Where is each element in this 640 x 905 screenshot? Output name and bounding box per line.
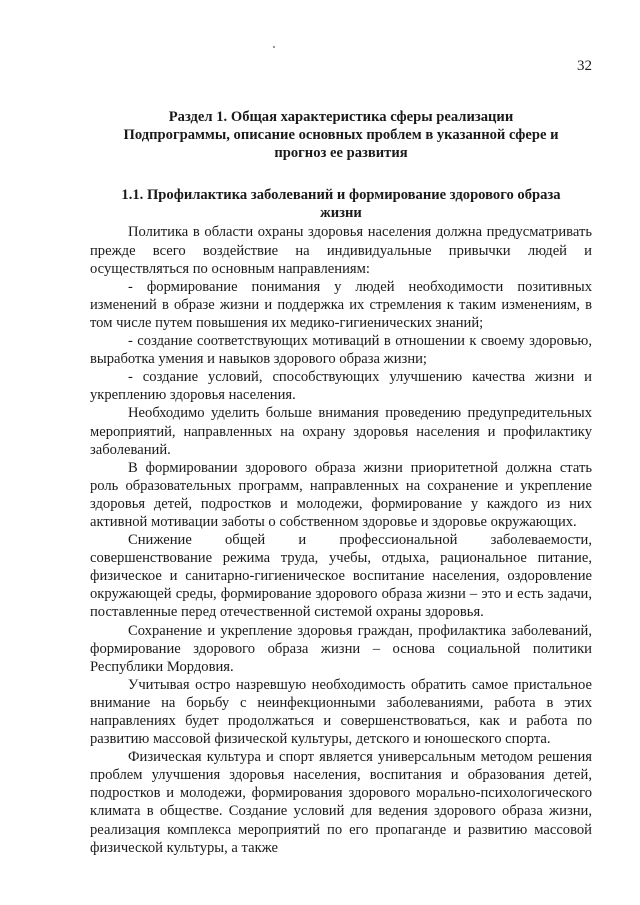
section-title-line: прогноз ее развития xyxy=(274,145,408,162)
section-title-line: Раздел 1. Общая характеристика сферы реализации xyxy=(168,109,514,125)
paragraph-direction-motivation: - создание соответствующих мотиваций в отношении к своему здоровью, выработка умения и навыков здорового образа жизни; xyxy=(90,333,592,368)
paragraph-social-policy: Сохранение и укрепление здоровья граждан, профилактика заболеваний, формирование здорового образа жизни – основа социальной политики Республики Мордовия. xyxy=(90,622,592,675)
page-content xyxy=(90,108,592,857)
paragraph-direction-conditions: - создание условий, способствующих улучшению качества жизни и укреплению здоровья населения. xyxy=(90,369,592,404)
section-title xyxy=(90,108,592,162)
paragraph-prevention: Необходимо уделить больше внимания проведению предупредительных мероприятий, направленных на охрану здоровья населения и профилактику заболеваний. xyxy=(90,405,592,458)
subsection-title xyxy=(90,186,592,222)
paragraph-policy: Политика в области охраны здоровья населения должна предусматривать прежде всего воздействие на индивидуальные привычки людей и осуществляться по основным направлениям: xyxy=(90,224,592,277)
paragraph-noncommunicable: Учитывая остро назревшую необходимость обратить самое пристальное внимание на борьбу с неинфекционными заболеваниями, работа в этих направлениях будет продолжаться и совершенствоваться, как и работа по развитию массовой физической культуры, детского и юношеского спорта. xyxy=(90,676,592,748)
paragraph-direction-understanding: - формирование понимания у людей необходимости позитивных изменений в образе жизни и поддержка их стремления к таким изменениям, в том числе путем повышения их медико-гигиенических знаний; xyxy=(90,278,592,331)
scan-speck xyxy=(273,46,275,48)
paragraph-sport: Физическая культура и спорт является универсальным методом решения проблем улучшения здоровья населения, воспитания и образования детей, подростков и молодежи, формирования здорового морально-психологического климата в обществе. Создание условий для ведения здорового образа жизни, реализация комплекса мероприятий по его пропаганде и развитию массовой физической культуры, а также xyxy=(90,749,592,856)
section-title-line: Подпрограммы, описание основных проблем в указанной сфере и xyxy=(123,127,559,144)
paragraph-education: В формировании здорового образа жизни приоритетной должна стать роль образовательных программ, направленных на сохранение и укрепление здоровья детей, подростков и молодежи, формирование у каждого из них активной мотивации заботы о собственном здоровье и здоровье окружающих. xyxy=(90,459,592,530)
paragraph-morbidity: Снижение общей и профессиональной заболеваемости, совершенствование режима труда, учебы, отдыха, рациональное питание, физическое и санитарно-гигиеническое воспитание населения, оздоровление окружающей среды, формирование здорового образа жизни – это и есть задачи, поставленные перед отечественной системой охраны здоровья. xyxy=(90,532,592,621)
subsection-title-line: 1.1. Профилактика заболеваний и формирование здорового образа xyxy=(121,187,561,204)
page-number: 32 xyxy=(577,58,592,74)
subsection-title-line: жизни xyxy=(320,205,362,222)
